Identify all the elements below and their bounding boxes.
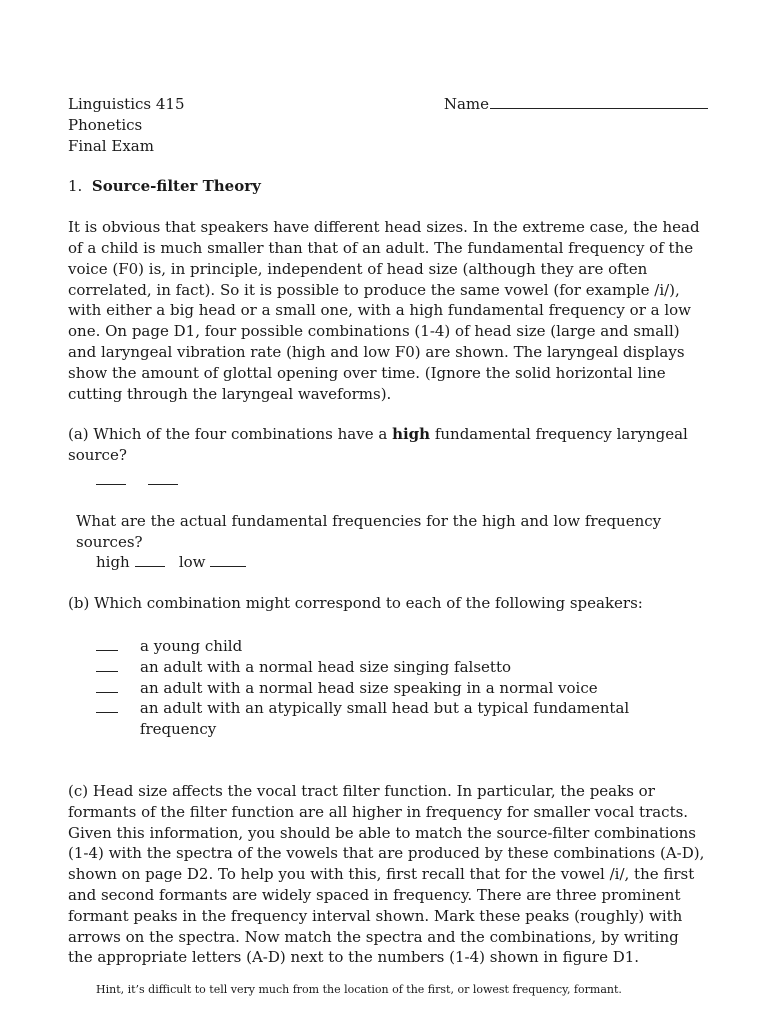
speaker-blank[interactable]: [96, 636, 118, 651]
question-a: [68, 424, 708, 466]
low-label: low: [178, 553, 206, 572]
low-blank[interactable]: [210, 552, 246, 567]
speaker-text: an adult with a normal head size speaking in a normal voice: [140, 678, 598, 697]
question-a-answers: [68, 470, 708, 491]
speaker-text: an adult with an atypically small head but a typical fundamental frequency: [139, 699, 630, 739]
section-heading: [68, 176, 708, 197]
speaker-text: an adult with a normal head size singing falsetto: [140, 657, 512, 676]
intro-paragraph: It is obvious that speakers have different head sizes. In the extreme case, the head of a child is much smaller than that of an adult. The fundamental frequency of the voice (F0) is, in principle, independent of head size (although they are often correlated, in fact). So it is possible to produce the same vowel (for example /i/), with either a big head or a small one, with a high fundamental frequency or a low one. On page D1, four possible combinations (1-4) of head size (large and small) and laryngeal vibration rate (high and low F0) are shown. The laryngeal displays show the amount of glottal opening over time. (Ignore the solid horizontal line cutting through the laryngeal waveforms).: [68, 218, 700, 403]
speaker-blank[interactable]: [96, 657, 118, 672]
name-field: [444, 94, 708, 156]
list-item: [96, 678, 708, 699]
header: [68, 94, 708, 156]
question-a-prefix: (a) Which of the four combinations have a: [68, 425, 393, 444]
question-a-suffix: fundamental frequency laryngeal source?: [68, 425, 688, 465]
list-item: [96, 636, 708, 657]
subject-title: Phonetics: [68, 115, 143, 134]
course-title: Linguistics 415: [68, 95, 185, 113]
speaker-blank[interactable]: [96, 698, 118, 713]
hint-text: Hint, it’s difficult to tell very much from the location of the first, or lowest frequency, formant.: [96, 983, 622, 997]
question-a-followup: What are the actual fundamental frequencies for the high and low frequency sources?: [76, 511, 662, 551]
question-c: (c) Head size affects the vocal tract filter function. In particular, the peaks or formants of the filter function are all higher in frequency for smaller vocal tracts. Given this information, you should be able to match the source-filter combinations (1-4) with the spectra of the vowels that are produced by these combinations (A-D), shown on page D2. To help you with this, first recall that for the vowel /i/, the first and second formants are widely spaced in frequency. There are three prominent formant peaks in the frequency interval shown. Mark these peaks (roughly) with arrows on the spectra. Now match the spectra and the combinations, by writing the appropriate letters (A-D) next to the numbers (1-4) shown in figure D1.: [68, 781, 705, 967]
name-blank[interactable]: [490, 94, 708, 109]
frequency-answers: [68, 552, 708, 573]
exam-title: Final Exam: [68, 136, 154, 155]
question-a-emphasis: high: [392, 425, 431, 444]
answer-blank-2[interactable]: [148, 470, 178, 485]
list-item: [96, 657, 708, 678]
high-label: high: [96, 553, 130, 572]
speaker-text: a young child: [140, 636, 243, 655]
speaker-blank[interactable]: [96, 678, 118, 693]
question-b: (b) Which combination might correspond to each of the following speakers:: [68, 594, 643, 613]
high-blank[interactable]: [135, 552, 165, 567]
speaker-list: [68, 636, 708, 740]
section-title: Source-filter Theory: [91, 177, 261, 196]
section-number: 1.: [68, 177, 83, 196]
course-block: [68, 94, 185, 156]
answer-blank-1[interactable]: [96, 470, 126, 485]
list-item: [96, 698, 708, 740]
name-label: Name: [443, 95, 489, 113]
exam-page: [68, 94, 708, 998]
